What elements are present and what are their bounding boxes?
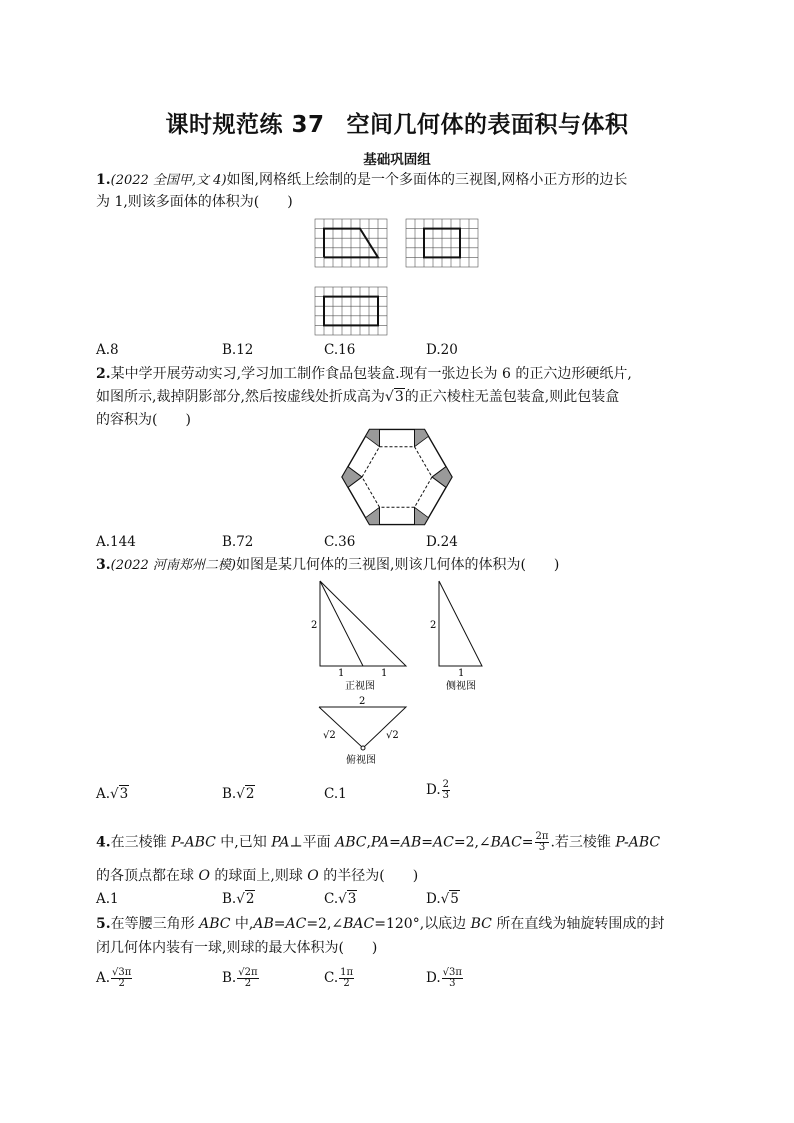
q1-number: 1. <box>96 172 111 188</box>
q5-option-b: B. $\frac{√2\pi}{2}$ <box>222 967 258 989</box>
q5-option-c: C. $\frac{1\pi}{2}$ <box>324 967 354 989</box>
q3-front-base2: 1 <box>381 668 388 679</box>
q2-sqrt: √3 <box>384 389 404 405</box>
q3-side-base: 1 <box>458 668 465 679</box>
q3-top-view <box>319 707 406 750</box>
q1-source: (2022 全国甲,文 4) <box>110 173 227 188</box>
q5-line1: 5.在等腰三角形 ABC 中,AB=AC=2,∠BAC=120°,以底边 BC 所在直线为轴旋转围成的封 <box>96 916 665 932</box>
q1-side-view-grid <box>406 219 478 267</box>
q3-side-height: 2 <box>430 620 437 631</box>
q5-line2: 闭几何体内装有一球,则球的最大体积为( ) <box>96 940 378 956</box>
q4-option-b: B.√2 <box>222 891 255 907</box>
q3-front-view <box>320 581 406 666</box>
q1-option-d: D.20 <box>426 342 458 358</box>
q2-option-d: D.24 <box>426 534 458 550</box>
q1-option-a: A.8 <box>96 342 119 358</box>
q4-line1: 4.在三棱锥 P-ABC 中,已知 PA⊥平面 ABC,PA=AB=AC=2,∠BAC= $\frac{2\pi}{3}$ .若三棱锥 P-ABC <box>96 831 661 853</box>
q2-number: 2. <box>96 366 111 382</box>
q2-text1: 某中学开展劳动实习,学习加工制作食品包装盒.现有一张边长为 6 的正六边形硬纸片, <box>110 366 632 382</box>
page-title <box>0 106 794 139</box>
q3-front-height: 2 <box>311 620 318 631</box>
q3-front-caption: 正视图 <box>345 681 375 692</box>
title-sub: 空间几何体的表面积与体积 <box>346 112 629 138</box>
q3-option-b: B.√2 <box>222 786 255 802</box>
title-main: 课时规范练 37 <box>165 112 325 138</box>
q4-option-c: C.√3 <box>324 891 357 907</box>
q3-line1 <box>96 555 559 576</box>
q5-option-d: D. $\frac{√3\pi}{3}$ <box>426 967 462 989</box>
q2-option-b: B.72 <box>222 534 254 550</box>
q1-front-view-grid <box>315 219 387 267</box>
q1-line2: 为 1,则该多面体的体积为( ) <box>96 194 293 210</box>
q4-angle-fraction: $\frac{2\pi}{3}$ <box>535 831 549 853</box>
q3-option-a: A.√3 <box>96 786 129 802</box>
q2-text2a: 如图所示,裁掉阴影部分,然后按虚线处折成高为 <box>96 389 385 405</box>
q4-option-d: D.√5 <box>426 891 459 907</box>
q2-text2b: 的正六棱柱无盖包装盒,则此包装盒 <box>404 389 620 405</box>
q4-option-a: A.1 <box>96 891 119 907</box>
q3-source: (2022 河南郑州二模) <box>110 558 236 573</box>
q3-top-caption: 俯视图 <box>346 755 376 766</box>
q1-top-view-grid <box>315 287 387 335</box>
q4-line2: 的各顶点都在球 O 的球面上,则球 O 的半径为( ) <box>96 868 419 884</box>
q3-side-view <box>439 581 482 666</box>
q2-line2 <box>96 387 619 407</box>
q3-number: 3. <box>96 557 111 573</box>
q3-top-width: 2 <box>359 696 366 707</box>
q2-option-a: A.144 <box>96 534 136 550</box>
q3-top-left: √2 <box>323 730 336 741</box>
q1-line1 <box>96 170 627 191</box>
q3-top-right: √2 <box>386 730 399 741</box>
q3-front-base1: 1 <box>338 668 345 679</box>
q2-line1 <box>96 364 632 384</box>
q1-option-b: B.12 <box>222 342 254 358</box>
q3-text: 如图是某几何体的三视图,则该几何体的体积为( ) <box>236 557 560 573</box>
q3-option-d: D. $\frac{2}{3}$ <box>426 779 450 801</box>
q2-line3: 的容积为( ) <box>96 412 191 428</box>
q1-text1: 如图,网格纸上绘制的是一个多面体的三视图,网格小正方形的边长 <box>226 172 628 188</box>
q2-option-c: C.36 <box>324 534 356 550</box>
q3-side-caption: 侧视图 <box>446 681 476 692</box>
q3-three-views <box>0 575 794 775</box>
q2-hexagon-figure <box>0 430 794 530</box>
q5-option-a: A. $\frac{√3\pi}{2}$ <box>96 967 132 989</box>
q1-three-view-grids <box>0 215 794 365</box>
q3-option-c: C.1 <box>324 786 347 802</box>
section-heading: 基础巩固组 <box>363 152 431 168</box>
q1-option-c: C.16 <box>324 342 356 358</box>
